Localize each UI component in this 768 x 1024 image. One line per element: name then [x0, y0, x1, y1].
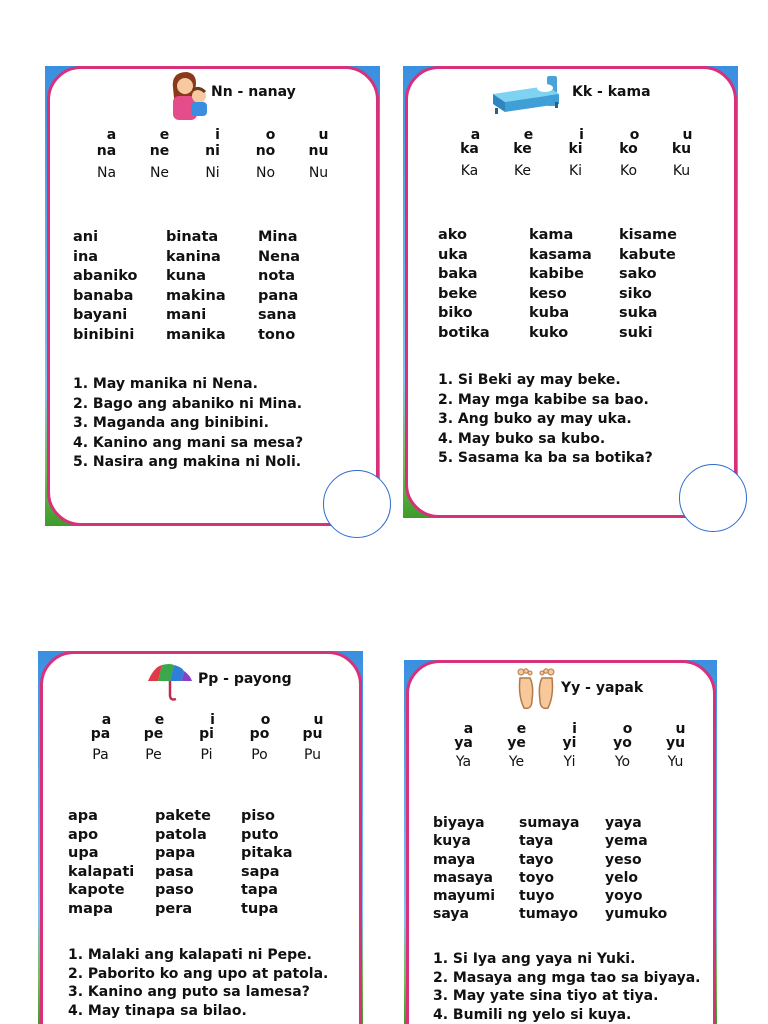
- sentence: 2. Bago ang abaniko ni Mina.: [73, 395, 303, 412]
- card-title: Kk - kama: [572, 84, 651, 100]
- syllable-row-lower: na ne ni no nu: [96, 143, 329, 159]
- syllable-row-upper: Na Ne Ni No Nu: [96, 165, 329, 181]
- sentence: 4. Bumili ng yelo si kuya.: [433, 1006, 632, 1023]
- sentence-list: [433, 950, 701, 1024]
- sentence: 3. May yate sina tiyo at tiya.: [433, 988, 659, 1004]
- sentence: 3. Maganda ang binibini.: [73, 415, 269, 431]
- card-title: Nn - nanay: [211, 84, 296, 100]
- sentence: 4. May buko sa kubo.: [438, 430, 606, 447]
- card-yapak: [404, 660, 717, 1024]
- syllable-row-upper: Ya Ye Yi Yo Yu: [455, 754, 684, 770]
- vowel-row: a e i o u: [463, 721, 686, 737]
- score-circle: [679, 464, 747, 532]
- sentence: 1. Si Beki ay may beke.: [438, 372, 621, 388]
- sentence: 5. Nasira ang makina ni Noli.: [73, 454, 302, 470]
- word-list: ani ina abaniko banaba bayani binibini binata kanina kuna makina mani manika Mina Nena nota pana sana tono: [73, 229, 301, 343]
- vowel-row: a e i o u: [101, 712, 324, 728]
- sentence: 4. May tinapa sa bilao.: [68, 1002, 247, 1019]
- sentence: 1. Malaki ang kalapati ni Pepe.: [68, 947, 312, 963]
- card-title: Yy - yapak: [561, 680, 644, 696]
- syllable-row-lower: ka ke ki ko ku: [460, 141, 692, 157]
- sentence-list: [438, 371, 653, 469]
- bed-icon: [489, 72, 565, 116]
- umbrella-icon: [146, 661, 194, 703]
- sentence: 3. Kanino ang puto sa lamesa?: [68, 984, 310, 1000]
- card-title: Pp - payong: [198, 671, 292, 687]
- sentence: 4. Kanino ang mani sa mesa?: [73, 434, 304, 451]
- vowel-row: a e i o u: [106, 127, 329, 143]
- card-kama: [403, 66, 738, 518]
- sentence-list: [73, 375, 303, 473]
- card-nanay: [45, 66, 380, 526]
- mother-child-icon: [163, 68, 213, 124]
- sentence-list: [68, 946, 328, 1020]
- syllable-row-upper: Ka Ke Ki Ko Ku: [460, 163, 691, 179]
- word-list: ako uka baka beke biko botika kama kasama kabibe keso kuba kuko kisame kabute sako siko suka suki: [438, 227, 677, 341]
- score-circle: [323, 470, 391, 538]
- sentence: 2. Masaya ang mga tao sa biyaya.: [433, 969, 701, 986]
- card-payong: [38, 651, 363, 1024]
- word-list: biyaya kuya maya masaya mayumi saya sumaya taya tayo toyo tuyo tumayo yaya yema yeso yelo yoyo yumuko: [433, 815, 668, 923]
- sentence: 2. May mga kabibe sa bao.: [438, 391, 649, 408]
- sentence: 1. Si Iya ang yaya ni Yuki.: [433, 951, 636, 967]
- footprints-icon: [514, 666, 558, 712]
- sentence: 1. May manika ni Nena.: [73, 376, 258, 392]
- sentence: 5. Sasama ka ba sa botika?: [438, 450, 653, 466]
- word-list: apa apo upa kalapati kapote mapa pakete patola papa pasa paso pera piso puto pitaka sapa tapa tupa: [68, 808, 293, 917]
- syllable-row-lower: ya ye yi yo yu: [454, 735, 686, 751]
- syllable-row-upper: Pa Pe Pi Po Pu: [92, 747, 322, 763]
- syllable-row-lower: pa pe pi po pu: [90, 726, 323, 742]
- sentence: 3. Ang buko ay may uka.: [438, 411, 632, 427]
- vowel-row: a e i o u: [470, 127, 693, 143]
- sentence: 2. Paborito ko ang upo at patola.: [68, 965, 329, 982]
